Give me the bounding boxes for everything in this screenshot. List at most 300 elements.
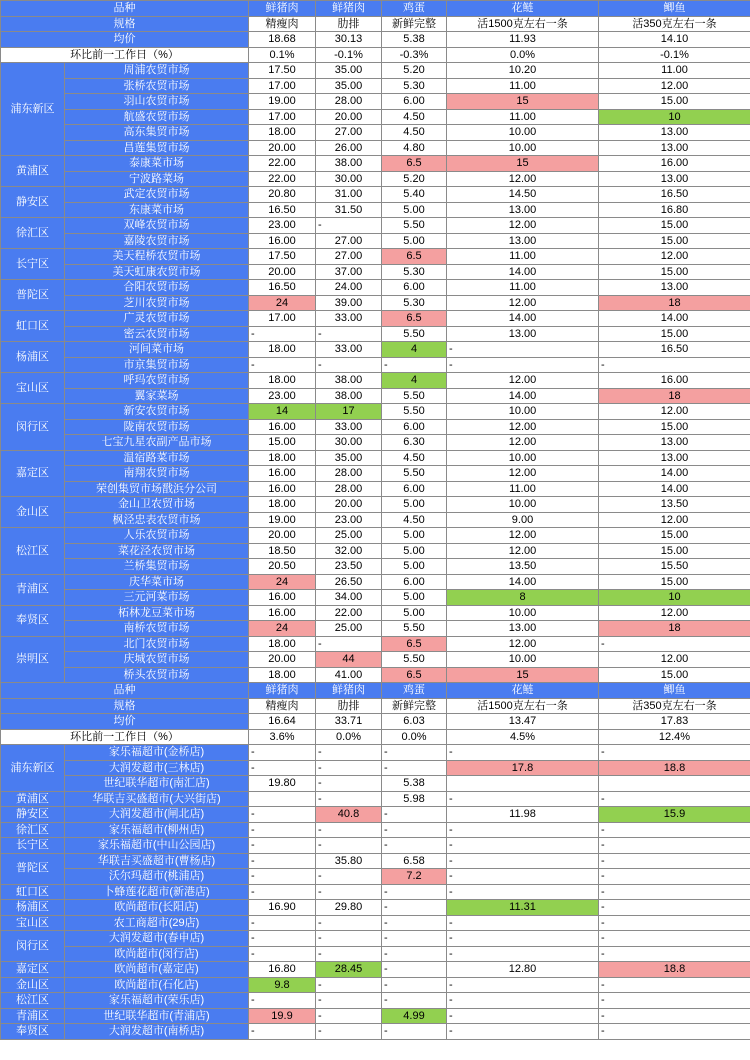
price-value: 5.38 xyxy=(382,776,447,792)
price-value: 5.00 xyxy=(382,559,447,575)
market-row xyxy=(1,388,750,404)
price-value: - xyxy=(447,1008,599,1024)
district-name: 徐汇区 xyxy=(1,822,65,838)
market-row xyxy=(1,543,750,559)
price-value: - xyxy=(316,915,382,931)
price-value: 38.00 xyxy=(316,156,382,172)
price-value: 13.00 xyxy=(599,125,750,141)
supermarket-row xyxy=(1,993,750,1009)
price-value: 33.00 xyxy=(316,311,382,327)
price-value: 20.00 xyxy=(249,264,316,280)
market-row xyxy=(1,450,750,466)
market-name: 昌莲集贸市场 xyxy=(65,140,249,156)
market-name: 枫泾忠表农贸市场 xyxy=(65,512,249,528)
market-name: 羽山农贸市场 xyxy=(65,94,249,110)
price-value: - xyxy=(382,915,447,931)
price-value: 16.80 xyxy=(249,962,316,978)
district-name: 金山区 xyxy=(1,977,65,993)
price-value: - xyxy=(599,745,750,761)
market-name: 翼家菜场 xyxy=(65,388,249,404)
price-value: 15 xyxy=(447,94,599,110)
market-row xyxy=(1,78,750,94)
price-value: - xyxy=(316,1008,382,1024)
district-name: 奉贤区 xyxy=(1,605,65,636)
market-row xyxy=(1,419,750,435)
price-value: - xyxy=(249,1024,316,1040)
price-value: 39.00 xyxy=(316,295,382,311)
price-value: - xyxy=(599,838,750,854)
price-value: 16.00 xyxy=(249,419,316,435)
price-value: 33.00 xyxy=(316,419,382,435)
price-value: - xyxy=(249,822,316,838)
price-value: - xyxy=(382,977,447,993)
price-value: 23.50 xyxy=(316,559,382,575)
change-value: 4.5% xyxy=(447,729,599,745)
spec-name: 肋排 xyxy=(316,16,382,32)
supermarket-name: 大润发超市(三林店) xyxy=(65,760,249,776)
price-value: 14.50 xyxy=(447,187,599,203)
price-value: 35.00 xyxy=(316,78,382,94)
price-value: 44 xyxy=(316,652,382,668)
change-value: 12.4% xyxy=(599,729,750,745)
price-value: - xyxy=(599,946,750,962)
price-value: 12.00 xyxy=(599,652,750,668)
market-name: 新安农贸市场 xyxy=(65,404,249,420)
spec-name: 精瘦肉 xyxy=(249,16,316,32)
supermarket-name: 家乐福超市(中山公园店) xyxy=(65,838,249,854)
price-value: - xyxy=(382,745,447,761)
price-value: 16.50 xyxy=(599,187,750,203)
price-value: 5.50 xyxy=(382,621,447,637)
price-value: 5.30 xyxy=(382,78,447,94)
price-value: 16.00 xyxy=(599,373,750,389)
price-value: 6.5 xyxy=(382,249,447,265)
change-value: -0.1% xyxy=(316,47,382,63)
market-name: 南翔农贸市场 xyxy=(65,466,249,482)
price-value: 5.00 xyxy=(382,497,447,513)
change-value: -0.1% xyxy=(599,47,750,63)
average-value: 33.71 xyxy=(316,714,382,730)
market-name: 七宝九星农副产品市场 xyxy=(65,435,249,451)
market-row xyxy=(1,497,750,513)
price-value: 35.00 xyxy=(316,450,382,466)
price-value: - xyxy=(599,869,750,885)
price-value: - xyxy=(316,946,382,962)
price-value: 5.50 xyxy=(382,218,447,234)
market-row xyxy=(1,435,750,451)
price-value: - xyxy=(447,1024,599,1040)
average-value: 18.68 xyxy=(249,32,316,48)
district-name: 杨浦区 xyxy=(1,342,65,373)
product-header-row xyxy=(1,683,750,699)
average-value: 13.47 xyxy=(447,714,599,730)
supermarket-name: 沃尔玛超市(桃浦店) xyxy=(65,869,249,885)
price-value: 15.00 xyxy=(599,218,750,234)
price-value: 27.00 xyxy=(316,249,382,265)
district-name: 静安区 xyxy=(1,187,65,218)
price-value: 9.8 xyxy=(249,977,316,993)
district-name: 黄浦区 xyxy=(1,791,65,807)
price-value: 10.20 xyxy=(447,63,599,79)
supermarket-row xyxy=(1,838,750,854)
price-value: 13.00 xyxy=(599,450,750,466)
price-value: - xyxy=(316,869,382,885)
product-name: 花鲢 xyxy=(447,683,599,699)
supermarket-name: 家乐福超市(柳州店) xyxy=(65,822,249,838)
price-value: 16.00 xyxy=(249,466,316,482)
district-name: 崇明区 xyxy=(1,636,65,683)
price-value: 15.50 xyxy=(599,559,750,575)
price-value: 15.00 xyxy=(599,574,750,590)
spec-label: 规格 xyxy=(1,698,249,714)
price-value: 28.45 xyxy=(316,962,382,978)
price-value: 5.20 xyxy=(382,171,447,187)
price-value: 14.00 xyxy=(447,388,599,404)
district-name: 虹口区 xyxy=(1,884,65,900)
market-name: 广灵农贸市场 xyxy=(65,311,249,327)
price-value: 5.00 xyxy=(382,543,447,559)
price-value: - xyxy=(599,853,750,869)
market-name: 美天虹康农贸市场 xyxy=(65,264,249,280)
price-value: 15.00 xyxy=(599,264,750,280)
price-value: 28.00 xyxy=(316,94,382,110)
price-value: 6.00 xyxy=(382,419,447,435)
district-name: 宝山区 xyxy=(1,373,65,404)
market-row xyxy=(1,636,750,652)
price-value: - xyxy=(249,915,316,931)
price-value: 13.00 xyxy=(447,202,599,218)
price-value: 9.00 xyxy=(447,512,599,528)
market-row xyxy=(1,295,750,311)
average-label: 均价 xyxy=(1,32,249,48)
market-name: 人乐农贸市场 xyxy=(65,528,249,544)
price-value: 5.00 xyxy=(382,233,447,249)
price-value: 11.00 xyxy=(447,109,599,125)
price-value: 13.50 xyxy=(447,559,599,575)
price-value: 15.00 xyxy=(599,326,750,342)
price-value: 12.00 xyxy=(447,435,599,451)
district-name: 嘉定区 xyxy=(1,450,65,497)
market-row xyxy=(1,512,750,528)
change-value: 0.0% xyxy=(382,729,447,745)
price-value: 22.00 xyxy=(249,171,316,187)
change-label: 环比前一工作日（%） xyxy=(1,729,249,745)
breed-label: 品种 xyxy=(1,683,249,699)
price-value: 14.00 xyxy=(599,311,750,327)
price-value: - xyxy=(447,791,599,807)
supermarket-name: 华联吉买盛超市(大兴街店) xyxy=(65,791,249,807)
price-value: 16.00 xyxy=(249,481,316,497)
market-name: 密云农贸市场 xyxy=(65,326,249,342)
price-value: 10.00 xyxy=(447,605,599,621)
price-value: - xyxy=(316,218,382,234)
price-value: - xyxy=(249,745,316,761)
price-value: - xyxy=(316,822,382,838)
market-name: 芝川农贸市场 xyxy=(65,295,249,311)
price-value: - xyxy=(447,357,599,373)
price-value: 6.5 xyxy=(382,311,447,327)
price-value: 5.50 xyxy=(382,388,447,404)
spec-label: 规格 xyxy=(1,16,249,32)
supermarket-row xyxy=(1,807,750,823)
price-value: 12.00 xyxy=(447,466,599,482)
price-value: 16.00 xyxy=(599,156,750,172)
price-value: - xyxy=(447,869,599,885)
market-row xyxy=(1,218,750,234)
price-value: - xyxy=(447,342,599,358)
market-row xyxy=(1,311,750,327)
price-value: 18 xyxy=(599,295,750,311)
price-value: 18.00 xyxy=(249,125,316,141)
supermarket-row xyxy=(1,1024,750,1040)
price-value: - xyxy=(382,357,447,373)
price-value: 15.00 xyxy=(599,667,750,683)
price-value: 10 xyxy=(599,590,750,606)
price-value: 15 xyxy=(447,667,599,683)
average-value: 17.83 xyxy=(599,714,750,730)
market-row xyxy=(1,342,750,358)
price-value: 5.40 xyxy=(382,187,447,203)
supermarket-row xyxy=(1,915,750,931)
price-value: 16.50 xyxy=(599,342,750,358)
market-row xyxy=(1,357,750,373)
price-value: - xyxy=(447,931,599,947)
price-value: 20.00 xyxy=(316,109,382,125)
price-value: 12.00 xyxy=(447,543,599,559)
price-value: - xyxy=(316,993,382,1009)
price-value: 10.00 xyxy=(447,652,599,668)
price-value: 22.00 xyxy=(249,156,316,172)
price-value: - xyxy=(599,1008,750,1024)
price-value: 11.00 xyxy=(447,280,599,296)
price-value: 15 xyxy=(447,156,599,172)
market-row xyxy=(1,109,750,125)
price-value: 6.00 xyxy=(382,574,447,590)
price-value: 32.00 xyxy=(316,543,382,559)
market-name: 航盛农贸市场 xyxy=(65,109,249,125)
price-value: - xyxy=(382,993,447,1009)
spec-name: 活350克左右一条 xyxy=(599,698,750,714)
market-row xyxy=(1,605,750,621)
price-value: - xyxy=(249,326,316,342)
district-name: 金山区 xyxy=(1,497,65,528)
price-value: 19.9 xyxy=(249,1008,316,1024)
price-value: 17.50 xyxy=(249,63,316,79)
market-row xyxy=(1,528,750,544)
price-value: - xyxy=(316,636,382,652)
market-name: 呼玛农贸市场 xyxy=(65,373,249,389)
product-header-row xyxy=(1,1,750,17)
price-value: 20.00 xyxy=(249,140,316,156)
price-value: 18.8 xyxy=(599,962,750,978)
price-value: - xyxy=(316,760,382,776)
average-value: 30.13 xyxy=(316,32,382,48)
average-value: 16.64 xyxy=(249,714,316,730)
price-value: 12.00 xyxy=(599,512,750,528)
price-value: 26.00 xyxy=(316,140,382,156)
price-value: - xyxy=(599,915,750,931)
price-value: - xyxy=(249,853,316,869)
supermarket-row xyxy=(1,962,750,978)
price-value: 5.20 xyxy=(382,63,447,79)
market-name: 三元河菜市场 xyxy=(65,590,249,606)
price-value: 16.90 xyxy=(249,900,316,916)
average-label: 均价 xyxy=(1,714,249,730)
market-row xyxy=(1,125,750,141)
market-name: 嘉陵农贸市场 xyxy=(65,233,249,249)
market-name: 荣创集贸市场戬浜分公司 xyxy=(65,481,249,497)
price-value: 10.00 xyxy=(447,140,599,156)
price-value: 23.00 xyxy=(249,388,316,404)
price-value: 11.00 xyxy=(599,63,750,79)
product-name: 鲫鱼 xyxy=(599,1,750,17)
price-value: 20.00 xyxy=(249,528,316,544)
price-value: 14.00 xyxy=(599,481,750,497)
price-value: 13.00 xyxy=(599,280,750,296)
price-value: 16.50 xyxy=(249,202,316,218)
supermarket-name: 世纪联华超市(南汇店) xyxy=(65,776,249,792)
price-value: 35.00 xyxy=(316,63,382,79)
product-name: 花鲢 xyxy=(447,1,599,17)
price-value: - xyxy=(382,884,447,900)
price-value: 16.80 xyxy=(599,202,750,218)
change-value: 0.0% xyxy=(447,47,599,63)
price-value: 38.00 xyxy=(316,388,382,404)
price-value: 31.00 xyxy=(316,187,382,203)
market-name: 双峰农贸市场 xyxy=(65,218,249,234)
price-value: 15.00 xyxy=(249,435,316,451)
price-value: 13.00 xyxy=(599,435,750,451)
price-value: 5.98 xyxy=(382,791,447,807)
average-value: 5.38 xyxy=(382,32,447,48)
price-value: 25.00 xyxy=(316,528,382,544)
price-value: 11.00 xyxy=(447,78,599,94)
supermarket-row xyxy=(1,776,750,792)
product-name: 鲜猪肉 xyxy=(316,683,382,699)
price-value: 5.00 xyxy=(382,605,447,621)
price-value: 23.00 xyxy=(316,512,382,528)
market-row xyxy=(1,404,750,420)
market-name: 桥头农贸市场 xyxy=(65,667,249,683)
price-value: 28.00 xyxy=(316,481,382,497)
price-table-body xyxy=(1,1,750,1040)
market-row xyxy=(1,574,750,590)
district-name: 闵行区 xyxy=(1,931,65,962)
price-value: 12.00 xyxy=(599,605,750,621)
market-name: 合阳农贸市场 xyxy=(65,280,249,296)
district-name: 松江区 xyxy=(1,528,65,575)
supermarket-row xyxy=(1,822,750,838)
price-value: 14.00 xyxy=(447,574,599,590)
price-value: 24 xyxy=(249,621,316,637)
change-value: 0.0% xyxy=(316,729,382,745)
price-value: - xyxy=(447,853,599,869)
market-row xyxy=(1,264,750,280)
price-value: 6.00 xyxy=(382,481,447,497)
price-value: - xyxy=(599,993,750,1009)
price-value: - xyxy=(249,760,316,776)
price-value: 20.50 xyxy=(249,559,316,575)
price-value: 12.00 xyxy=(447,636,599,652)
price-value: 15.00 xyxy=(599,233,750,249)
district-name: 普陀区 xyxy=(1,280,65,311)
price-value: 40.8 xyxy=(316,807,382,823)
market-name: 张桥农贸市场 xyxy=(65,78,249,94)
district-name: 奉贤区 xyxy=(1,1024,65,1040)
price-value: 18.00 xyxy=(249,667,316,683)
price-value: 17.50 xyxy=(249,249,316,265)
supermarket-name: 大润发超市(闸北店) xyxy=(65,807,249,823)
price-value: 16.00 xyxy=(249,590,316,606)
supermarket-row xyxy=(1,745,750,761)
price-value: 6.5 xyxy=(382,667,447,683)
price-value: 15.9 xyxy=(599,807,750,823)
price-value: 10.00 xyxy=(447,450,599,466)
market-name: 金山卫农贸市场 xyxy=(65,497,249,513)
price-value: 24 xyxy=(249,574,316,590)
price-value: - xyxy=(316,931,382,947)
price-value: - xyxy=(447,946,599,962)
market-name: 泰康菜市场 xyxy=(65,156,249,172)
price-value: 6.5 xyxy=(382,156,447,172)
market-row xyxy=(1,94,750,110)
price-value: 20.80 xyxy=(249,187,316,203)
price-value: 12.00 xyxy=(447,528,599,544)
price-value: - xyxy=(249,357,316,373)
price-value: 5.00 xyxy=(382,528,447,544)
price-value: 4.99 xyxy=(382,1008,447,1024)
spec-name: 活1500克左右一条 xyxy=(447,16,599,32)
change-row xyxy=(1,729,750,745)
price-value: 11.00 xyxy=(447,481,599,497)
supermarket-row xyxy=(1,977,750,993)
price-value: 20.00 xyxy=(316,497,382,513)
district-name: 虹口区 xyxy=(1,311,65,342)
price-value: 4.50 xyxy=(382,512,447,528)
price-value: - xyxy=(316,977,382,993)
market-row xyxy=(1,140,750,156)
market-name: 温宿路菜市场 xyxy=(65,450,249,466)
price-value: 6.00 xyxy=(382,94,447,110)
price-value: 18.8 xyxy=(599,760,750,776)
price-value: - xyxy=(599,931,750,947)
price-value: 18.00 xyxy=(249,450,316,466)
price-value: 12.00 xyxy=(447,419,599,435)
market-row xyxy=(1,171,750,187)
supermarket-row xyxy=(1,791,750,807)
price-value: 18.00 xyxy=(249,342,316,358)
product-name: 鲜猪肉 xyxy=(249,683,316,699)
price-value: - xyxy=(447,745,599,761)
market-row xyxy=(1,156,750,172)
district-name: 徐汇区 xyxy=(1,218,65,249)
product-name: 鲜猪肉 xyxy=(316,1,382,17)
change-value: 0.1% xyxy=(249,47,316,63)
change-value: -0.3% xyxy=(382,47,447,63)
supermarket-row xyxy=(1,1008,750,1024)
spec-name: 肋排 xyxy=(316,698,382,714)
price-value: - xyxy=(382,900,447,916)
price-value: - xyxy=(599,1024,750,1040)
market-name: 高东集贸市场 xyxy=(65,125,249,141)
district-name: 宝山区 xyxy=(1,915,65,931)
price-value: 4.50 xyxy=(382,109,447,125)
price-value: 25.00 xyxy=(316,621,382,637)
price-value: - xyxy=(447,977,599,993)
price-value: 18 xyxy=(599,621,750,637)
price-value: 15.00 xyxy=(599,528,750,544)
price-value: 10.00 xyxy=(447,497,599,513)
